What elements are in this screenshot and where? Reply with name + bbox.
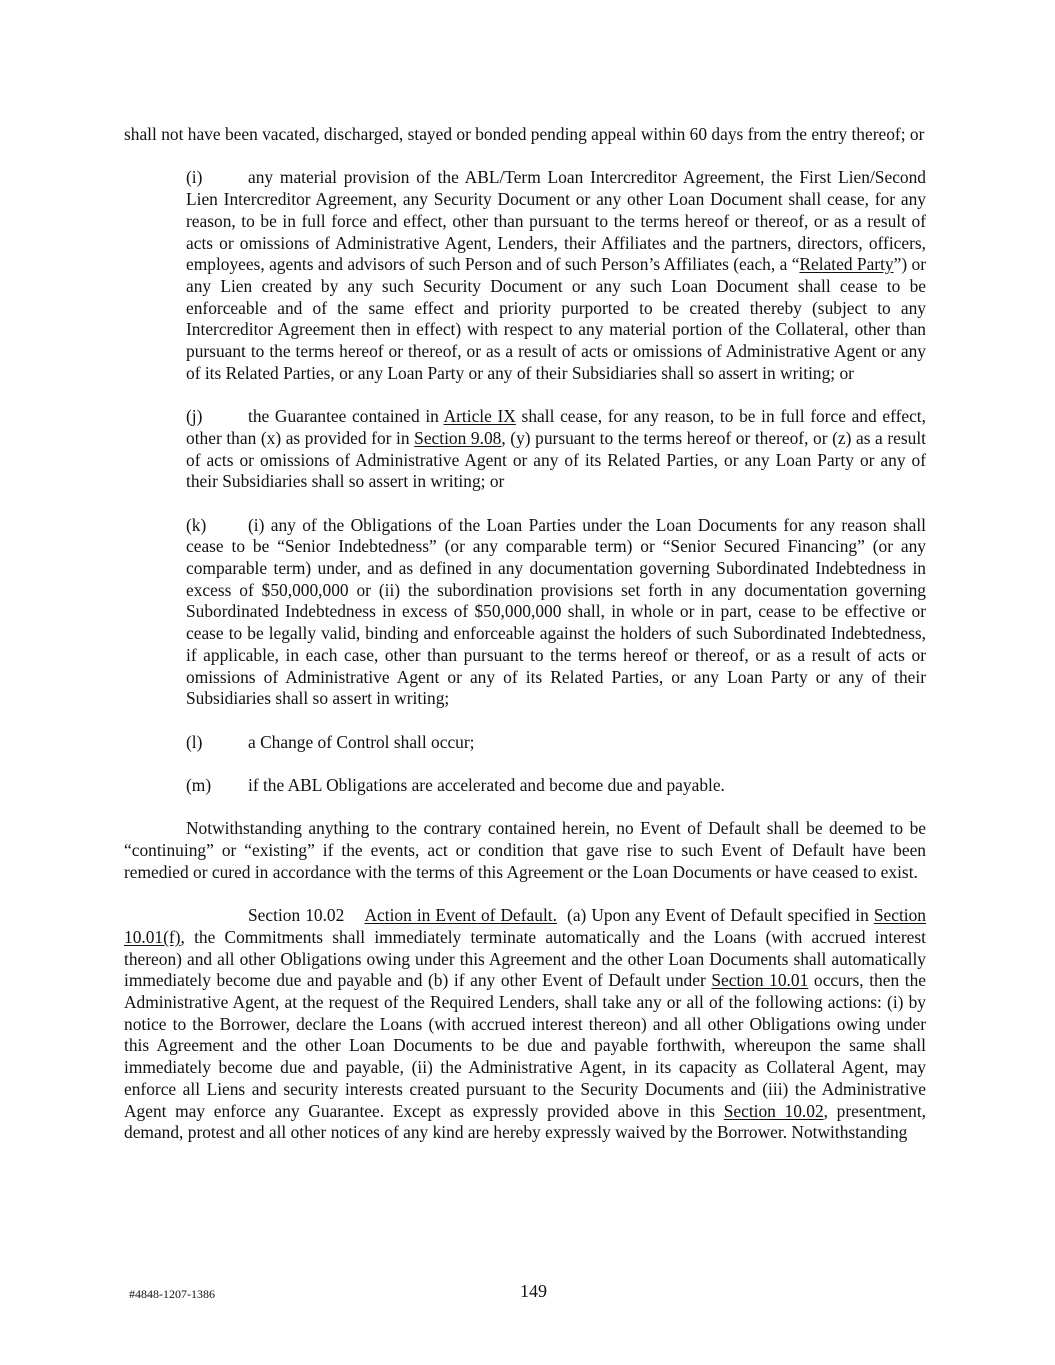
section-text: , presentment, demand, protest and all other notices of any kind are hereby expressly waived by the Borrower. Notwithstanding [124,1100,927,1143]
clause-text: the Guarantee contained in [248,406,444,427]
clause-label: (m) [186,775,212,796]
clause-text: if the ABL Obligations are accelerated and become due and payable. [248,775,725,796]
section-10-01-link[interactable]: Section 10.01 [711,970,809,991]
section-10-01-f-link[interactable]: Section 10.01(f) [124,905,927,947]
clause-k [124,515,926,710]
document-page [124,124,926,1144]
clause-text: a Change of Control shall occur; [248,731,475,752]
clause-label: (i) [186,167,203,188]
clause-l [124,732,926,754]
clause-label: (j) [186,406,203,427]
related-party-link[interactable]: Related Party [799,254,894,275]
section-10-02-link[interactable]: Section 10.02 [723,1100,824,1121]
clause-text: (i) any of the Obligations of the Loan Parties under the Loan Documents for any reason shall cease to be “Senior Indebtedness” (or any comparable term) or “Senior Secured Financing” (or any comparable term) under, and as defined in any documentation governing Subordinated Indebtedness in excess of $50,000,000 or (ii) the subordination provisions set forth in any documentation governing Subordinated Indebtedness in excess of $50,000,000 shall, in whole or in part, cease to be effective or cease to be legally valid, binding and enforceable against the holders of such Subordinated Indebtedness, if applicable, in each case, other than pursuant to the terms hereof or thereof, or as a result of acts or omissions of Administrative Agent or any of its Related Parties, or any Loan Party or any of their Subsidiaries shall so assert in writing; [186,514,926,709]
section-9-08-link[interactable]: Section 9.08 [414,427,502,448]
section-text: occurs, then the Administrative Agent, at the request of the Required Lenders, shall take any or all of the following actions: (i) by notice to the Borrower, declare the Loans (with accrued interest thereon) and all other Obligations owing under this Agreement and the other Loan Documents to be due and payable forthwith, whereupon the same shall immediately become due and payable, (ii) the Administrative Agent, in its capacity as Collateral Agent, may enforce all Liens and security interests created pursuant to the Security Documents and (iii) the Administrative Agent may enforce any Guarantee. Except as expressly provided above in this [124,970,927,1121]
section-text: (a) Upon any Event of Default specified in [556,905,874,926]
clause-text: shall cease, for any reason, to be in full force and effect, other than (x) as provided for in [186,406,926,448]
notwithstanding-paragraph [124,818,926,883]
section-text: , the Commitments shall immediately terminate automatically and the Loans (with accrued interest thereon) and all other Obligations owing under this Agreement and the other Loan Documents shall automatically immediately become due and payable and (b) if any other Event of Default under [124,926,926,991]
clause-text: ”) or any Lien created by any such Security Document or any such Loan Document shall cease to be enforceable and of the same effect and priority purported to be created thereby (subject to any Intercreditor Agreement then in effect) with respect to any material portion of the Collateral, other than pursuant to the terms hereof or thereof, or as a result of acts or omissions of Administrative Agent or any of its Related Parties, or any Loan Party or any of their Subsidiaries shall so assert in writing; or [186,254,926,383]
document-id: #4848-1207-1386 [129,1287,215,1301]
clause-i [124,167,926,384]
section-10-02 [124,905,926,1144]
paragraph-text: Notwithstanding anything to the contrary contained herein, no Event of Default shall be deemed to be “continuing” or “existing” if the events, act or condition that gave rise to such Event of Default have been remedied or cured in accordance with the terms of this Agreement or the Loan Documents or have ceased to exist. [124,818,926,882]
paragraph-continuation: shall not have been vacated, discharged, stayed or bonded pending appeal within 60 days from the entry thereof; or [124,124,925,144]
clause-text: any material provision of the ABL/Term Loan Intercreditor Agreement, the First Lien/Second Lien Intercreditor Agreement, any Security Document or any other Loan Document shall cease, for any reason, to be in full force and effect, other than pursuant to the terms hereof or thereof, or as a result of acts or omissions of Administrative Agent, Lenders, their Affiliates and the partners, directors, officers, employees, agents and advisors of such Person and of such Person’s Affiliates (each, a “ [186,167,926,275]
article-ix-link[interactable]: Article IX [443,406,516,427]
clause-m [124,775,926,797]
section-number: Section 10.02 [248,905,345,926]
clause-label: (l) [186,731,203,752]
clause-j [124,406,926,493]
section-title: Action in Event of Default. [364,905,557,926]
clause-label: (k) [186,514,207,535]
page-number: 149 [520,1281,547,1301]
clause-text: , (y) pursuant to the terms hereof or thereof, or (z) as a result of acts or omissions of Administrative Agent or any of its Related Parties, or any Loan Party or any of their Subsidiaries shall so assert in writing; or [186,427,926,492]
